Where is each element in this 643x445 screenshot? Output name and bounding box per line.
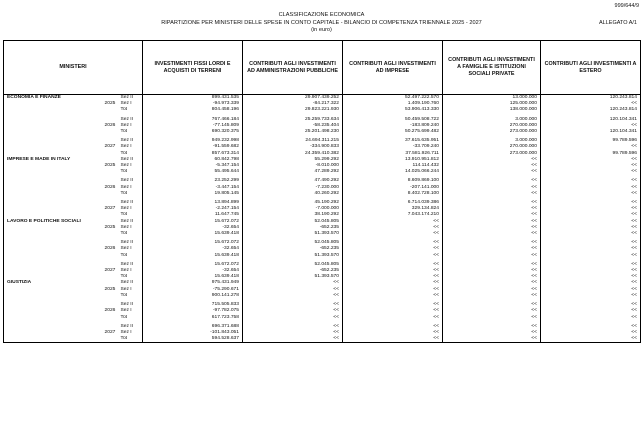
value-cell: -652.235 <box>243 268 343 274</box>
value-cell: << <box>343 246 443 252</box>
year-label: 2027 <box>104 268 116 274</box>
value-cell: -94.973.339 <box>143 101 243 107</box>
value-cell: 270.000.000 <box>443 144 541 150</box>
year-cell <box>102 336 118 343</box>
value-cell: 99.789.596 <box>541 138 641 144</box>
value-cell: << <box>443 274 541 280</box>
value-cell: << <box>343 280 443 286</box>
value-cell: 37.615.635.951 <box>343 138 443 144</box>
year-label: 2027 <box>104 206 116 212</box>
value-cell: 14.025.066.244 <box>343 169 443 175</box>
value-cell: << <box>541 163 641 169</box>
value-cell: 29.823.221.930 <box>243 107 343 113</box>
value-cell: 52.045.805 <box>243 240 343 246</box>
value-cell: 51.393.570 <box>243 274 343 280</box>
row-type-label: Sez I <box>120 122 132 128</box>
value-cell: 51.393.570 <box>243 253 343 259</box>
document-reference: 999/644/9 <box>614 3 639 9</box>
value-cell: 47.289.292 <box>243 169 343 175</box>
value-cell: << <box>541 240 641 246</box>
value-cell: 270.000.000 <box>443 123 541 129</box>
table-body <box>4 95 641 343</box>
value-cell: << <box>243 324 343 330</box>
value-cell: << <box>443 200 541 206</box>
value-cell: << <box>343 302 443 308</box>
year-label: 2026 <box>104 308 116 314</box>
value-cell: << <box>541 324 641 330</box>
value-cell: << <box>443 308 541 314</box>
value-cell: -32.654 <box>143 268 243 274</box>
year-label: 2026 <box>104 246 116 252</box>
value-cell: 55.495.644 <box>143 169 243 175</box>
value-cell: 120.104.341 <box>541 129 641 135</box>
row-type-label: Sez II <box>120 156 134 162</box>
value-cell: << <box>343 274 443 280</box>
value-cell: 53.906.413.330 <box>343 107 443 113</box>
value-cell: << <box>343 330 443 336</box>
value-cell: << <box>541 308 641 314</box>
row-type-label: Tot <box>120 190 128 196</box>
value-cell: 50.459.508.722 <box>343 117 443 123</box>
value-cell: -75.290.671 <box>143 287 243 293</box>
value-cell: -101.843.051 <box>143 330 243 336</box>
value-cell: << <box>541 231 641 237</box>
value-cell: << <box>343 231 443 237</box>
value-cell: << <box>443 191 541 197</box>
title-line-classification: CLASSIFICAZIONE ECONOMICA <box>278 12 365 18</box>
header-contributi-imprese: CONTRIBUTI AGLI INVESTIMENTI AD IMPRESE <box>343 41 443 95</box>
value-cell: -84.217.322 <box>243 101 343 107</box>
value-cell: 857.673.314 <box>143 151 243 157</box>
value-cell: 3.000.000 <box>443 117 541 123</box>
attachment-label: ALLEGATO A/1 <box>598 20 637 26</box>
row-type-label: Tot <box>120 314 128 320</box>
value-cell: 99.789.596 <box>541 151 641 157</box>
value-cell: << <box>443 246 541 252</box>
value-cell: << <box>343 240 443 246</box>
value-cell: << <box>541 268 641 274</box>
value-cell: -7.000.000 <box>243 206 343 212</box>
value-cell: 38.190.292 <box>243 212 343 218</box>
value-cell: 29.907.439.252 <box>243 95 343 102</box>
value-cell: << <box>243 287 343 293</box>
value-cell: << <box>243 308 343 314</box>
expense-table <box>3 40 641 343</box>
value-cell: << <box>541 219 641 225</box>
year-cell <box>102 95 118 102</box>
value-cell: 24.359.410.382 <box>243 151 343 157</box>
value-cell: 60.842.798 <box>143 157 243 163</box>
row-type-label: Sez II <box>120 323 134 329</box>
table-row <box>4 95 641 102</box>
value-cell: 15.639.418 <box>143 274 243 280</box>
value-cell: << <box>541 293 641 299</box>
value-cell: << <box>243 336 343 343</box>
value-cell: 273.000.000 <box>443 129 541 135</box>
value-cell: << <box>343 287 443 293</box>
value-cell: << <box>541 206 641 212</box>
value-cell: << <box>343 253 443 259</box>
value-cell: << <box>541 262 641 268</box>
table-header-row <box>4 41 641 95</box>
row-type-label: Sez I <box>120 184 132 190</box>
value-cell: 15.672.072 <box>143 219 243 225</box>
value-cell: << <box>443 219 541 225</box>
value-cell: 25.259.733.634 <box>243 117 343 123</box>
row-type-label: Sez I <box>120 206 132 212</box>
value-cell: << <box>443 287 541 293</box>
value-cell: 13.894.899 <box>143 200 243 206</box>
value-cell: << <box>443 157 541 163</box>
year-label: 2025 <box>104 286 116 292</box>
value-cell: << <box>443 231 541 237</box>
value-cell: 37.581.926.711 <box>343 151 443 157</box>
value-cell: << <box>443 240 541 246</box>
row-type-label: Sez II <box>120 218 134 224</box>
value-cell: 13.910.951.812 <box>343 157 443 163</box>
value-cell: -652.235 <box>243 246 343 252</box>
value-cell: 15.639.418 <box>143 231 243 237</box>
value-cell: 40.260.292 <box>243 191 343 197</box>
value-cell: -32.654 <box>143 225 243 231</box>
value-cell: << <box>541 178 641 184</box>
report-title <box>0 12 643 35</box>
value-cell: << <box>443 336 541 343</box>
value-cell: << <box>541 191 641 197</box>
value-cell: << <box>343 324 443 330</box>
value-cell: -3.447.154 <box>143 185 243 191</box>
value-cell: 715.505.833 <box>143 302 243 308</box>
value-cell: 50.275.699.482 <box>343 129 443 135</box>
row-type-label: Tot <box>120 292 128 298</box>
value-cell: << <box>443 169 541 175</box>
value-cell: 15.672.072 <box>143 240 243 246</box>
value-cell: 52.497.222.570 <box>343 95 443 102</box>
row-type-label: Sez II <box>120 138 134 144</box>
row-type-label: Sez II <box>120 261 134 267</box>
value-cell: 3.000.000 <box>443 138 541 144</box>
value-cell: 617.723.758 <box>143 315 243 321</box>
value-cell: 6.714.039.386 <box>343 200 443 206</box>
value-cell: -77.145.809 <box>143 123 243 129</box>
value-cell: << <box>443 225 541 231</box>
value-cell: << <box>541 274 641 280</box>
value-cell: 19.805.145 <box>143 191 243 197</box>
title-line-subject: RIPARTIZIONE PER MINISTERI DELLE SPESE IN CONTO CAPITALE - BILANCIO DI COMPETENZA TRIENNALE 2025 - 2027 <box>161 19 482 26</box>
value-cell: << <box>443 280 541 286</box>
value-cell: << <box>541 287 641 293</box>
row-type-label: Sez II <box>120 95 134 100</box>
value-cell: 15.672.072 <box>143 262 243 268</box>
value-cell: 1.409.190.760 <box>343 101 443 107</box>
value-cell: << <box>243 293 343 299</box>
header-contributi-famiglie: CONTRIBUTI AGLI INVESTIMENTI A FAMIGLIE E ISTITUZIONI SOCIALI PRIVATE <box>443 41 541 95</box>
value-cell: << <box>343 336 443 343</box>
value-cell: << <box>541 246 641 252</box>
row-type-label: Sez I <box>120 163 132 169</box>
value-cell: 949.232.998 <box>143 138 243 144</box>
value-cell: 13.000.000 <box>443 95 541 102</box>
value-cell: << <box>443 163 541 169</box>
value-cell: << <box>541 302 641 308</box>
row-type-label: Sez II <box>120 178 134 184</box>
value-cell: 273.000.000 <box>443 151 541 157</box>
ministry-name <box>4 336 102 343</box>
ministry-name-imprese-e-made-in-italy: IMPRESE E MADE IN ITALY <box>4 157 102 163</box>
value-cell: << <box>343 225 443 231</box>
year-label: 2025 <box>104 163 116 169</box>
value-cell: 120.104.341 <box>541 117 641 123</box>
row-type-label: Sez II <box>120 116 134 122</box>
value-cell: << <box>443 268 541 274</box>
header-investimenti-fissi: INVESTIMENTI FISSI LORDI E ACQUISTI DI TERRENI <box>143 41 243 95</box>
row-type-label: Tot <box>120 129 128 135</box>
row-type-label: Tot <box>120 231 128 237</box>
row-type-label: Tot <box>118 336 143 343</box>
value-cell: << <box>243 280 343 286</box>
value-cell: 690.320.375 <box>143 129 243 135</box>
value-cell: -2.247.154 <box>143 206 243 212</box>
row-type-label: Sez II <box>120 280 134 286</box>
row-type-label: Sez II <box>120 302 134 308</box>
value-cell: 114.114.432 <box>343 163 443 169</box>
value-cell: 900.141.278 <box>143 293 243 299</box>
value-cell: -5.347.154 <box>143 163 243 169</box>
year-label: 2026 <box>104 122 116 128</box>
value-cell: -97.782.075 <box>143 308 243 314</box>
value-cell: << <box>343 308 443 314</box>
ministry-name-lavoro-e-politiche-sociali: LAVORO E POLITICHE SOCIALI <box>4 219 102 225</box>
value-cell: -8.010.000 <box>243 163 343 169</box>
value-cell: -207.141.000 <box>343 185 443 191</box>
row-type-label: Sez I <box>120 101 132 107</box>
row-type-label: Sez I <box>120 144 132 150</box>
value-cell: 696.371.688 <box>143 324 243 330</box>
value-cell: 594.528.637 <box>143 336 243 343</box>
value-cell: 138.000.000 <box>443 107 541 113</box>
value-cell: 55.299.292 <box>243 157 343 163</box>
row-type-label: Tot <box>120 107 128 113</box>
value-cell: << <box>443 253 541 259</box>
value-cell: << <box>443 293 541 299</box>
value-cell: 125.000.000 <box>443 101 541 107</box>
value-cell: -33.709.240 <box>343 144 443 150</box>
row-type-label: Tot <box>120 252 128 258</box>
value-cell: -652.235 <box>243 225 343 231</box>
header-ministeri: MINISTERI <box>4 41 143 95</box>
value-cell: << <box>541 225 641 231</box>
row-type-label: Tot <box>120 150 128 156</box>
year-label: 2025 <box>104 101 116 107</box>
row-type-label: Sez I <box>120 268 132 274</box>
value-cell: -58.235.404 <box>243 123 343 129</box>
row-type-label: Sez I <box>120 329 132 335</box>
ministry-name-giustizia: GIUSTIZIA <box>4 280 102 286</box>
value-cell: << <box>541 253 641 259</box>
value-cell: << <box>541 212 641 218</box>
row-type-label: Sez I <box>120 246 132 252</box>
value-cell: 51.393.570 <box>243 231 343 237</box>
value-cell: 804.458.196 <box>143 107 243 113</box>
value-cell: << <box>443 315 541 321</box>
value-cell: << <box>541 123 641 129</box>
value-cell: 47.490.292 <box>243 178 343 184</box>
year-label: 2025 <box>104 224 116 230</box>
row-type-label: Tot <box>120 169 128 175</box>
table-row <box>4 336 641 343</box>
row-type-label: Sez II <box>120 200 134 206</box>
value-cell: << <box>243 330 343 336</box>
value-cell: -7.230.000 <box>243 185 343 191</box>
value-cell: 120.243.814 <box>541 107 641 113</box>
value-cell: 24.694.311.215 <box>243 138 343 144</box>
row-type-label: Sez II <box>120 240 134 246</box>
row-type-label: Tot <box>120 212 128 218</box>
value-cell: << <box>541 157 641 163</box>
value-cell: << <box>541 315 641 321</box>
value-cell: << <box>243 302 343 308</box>
title-line-unit: (in euro) <box>311 27 332 34</box>
value-cell: 8.609.869.100 <box>343 178 443 184</box>
row-type-label: Sez I <box>120 308 132 314</box>
value-cell: 8.402.728.100 <box>343 191 443 197</box>
value-cell: 899.431.535 <box>143 95 243 102</box>
value-cell: -91.559.682 <box>143 144 243 150</box>
value-cell: 7.043.174.210 <box>343 212 443 218</box>
value-cell: << <box>443 212 541 218</box>
value-cell: 45.190.292 <box>243 200 343 206</box>
value-cell: << <box>541 185 641 191</box>
year-label: 2027 <box>104 144 116 150</box>
value-cell: << <box>343 293 443 299</box>
value-cell: << <box>443 324 541 330</box>
value-cell: << <box>541 200 641 206</box>
value-cell: << <box>443 302 541 308</box>
value-cell: << <box>443 206 541 212</box>
value-cell: 52.045.805 <box>243 262 343 268</box>
value-cell: << <box>343 219 443 225</box>
value-cell: << <box>243 315 343 321</box>
year-label: 2026 <box>104 184 116 190</box>
value-cell: 52.045.805 <box>243 219 343 225</box>
value-cell: << <box>541 330 641 336</box>
row-type-label: Sez I <box>120 286 132 292</box>
header-contributi-pa: CONTRIBUTI AGLI INVESTIMENTI AD AMMINISTRAZIONI PUBBLICHE <box>243 41 343 95</box>
value-cell: << <box>541 280 641 286</box>
value-cell: 329.134.824 <box>343 206 443 212</box>
value-cell: 25.201.498.230 <box>243 129 343 135</box>
year-label: 2027 <box>104 329 116 335</box>
row-type-label: Tot <box>120 274 128 280</box>
value-cell: << <box>541 144 641 150</box>
value-cell: 23.252.299 <box>143 178 243 184</box>
value-cell: << <box>443 330 541 336</box>
value-cell: 975.431.949 <box>143 280 243 286</box>
value-cell: << <box>541 101 641 107</box>
value-cell: -334.900.833 <box>243 144 343 150</box>
value-cell: << <box>443 178 541 184</box>
value-cell: -32.654 <box>143 246 243 252</box>
value-cell: 15.639.418 <box>143 253 243 259</box>
ministry-name-economia-e-finanze: ECONOMIA E FINANZE <box>4 95 102 102</box>
value-cell: 767.466.184 <box>143 117 243 123</box>
header-contributi-estero: CONTRIBUTI AGLI INVESTIMENTI A ESTERO <box>541 41 641 95</box>
value-cell: 120.243.814 <box>541 95 641 102</box>
value-cell: -183.809.240 <box>343 123 443 129</box>
value-cell: << <box>343 268 443 274</box>
value-cell: 11.647.745 <box>143 212 243 218</box>
value-cell: << <box>541 336 641 343</box>
value-cell: << <box>343 262 443 268</box>
value-cell: << <box>541 169 641 175</box>
row-type-label: Sez I <box>120 224 132 230</box>
value-cell: << <box>343 315 443 321</box>
value-cell: << <box>443 262 541 268</box>
value-cell: << <box>443 185 541 191</box>
